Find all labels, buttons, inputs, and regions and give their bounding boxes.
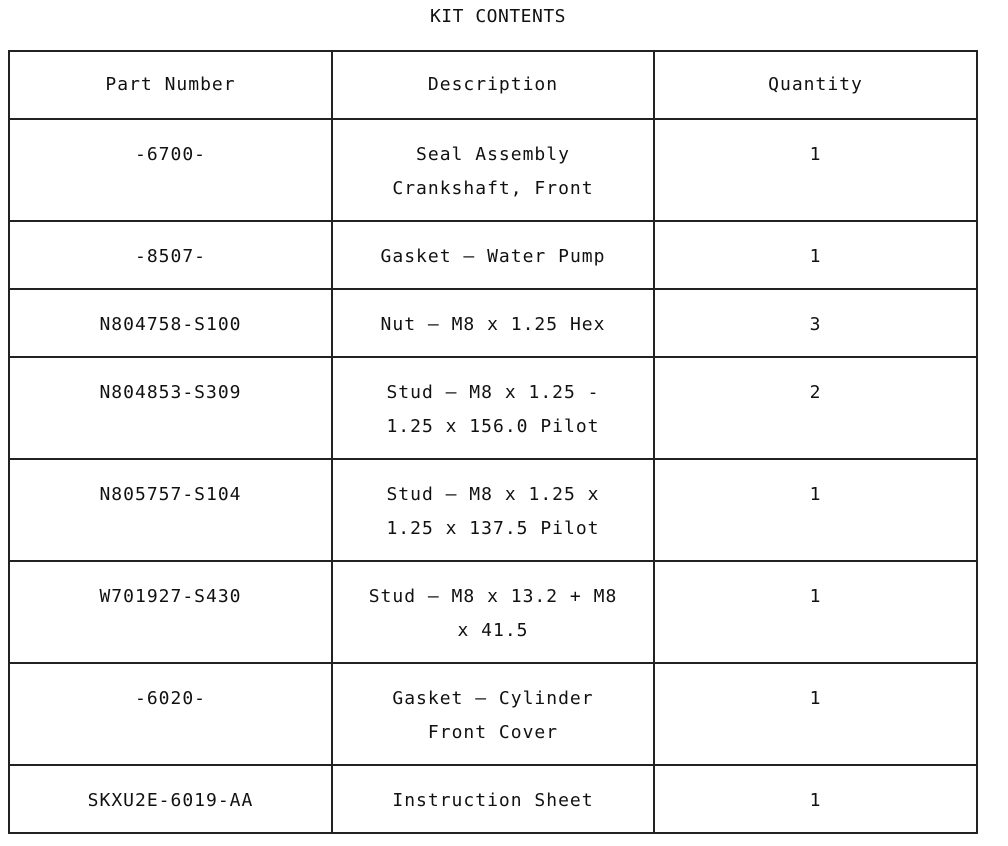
description-cell (332, 459, 654, 561)
description-line: Crankshaft, Front (392, 178, 594, 199)
quantity-cell: 1 (654, 459, 977, 561)
description-line: Front Cover (427, 722, 559, 743)
description-cell (332, 357, 654, 459)
description-line: Gasket — Cylinder (392, 688, 594, 709)
description-line: 1.25 x 137.5 Pilot (386, 518, 600, 539)
description-line: Gasket — Water Pump (380, 246, 606, 267)
description-cell (332, 119, 654, 221)
table-row (9, 765, 977, 833)
table-row (9, 561, 977, 663)
description-line: x 41.5 (457, 620, 529, 641)
description-line: Stud — M8 x 1.25 - (386, 382, 600, 403)
header-part-number: Part Number (9, 51, 332, 119)
quantity-cell: 1 (654, 663, 977, 765)
part-number-cell: W701927-S430 (9, 561, 332, 663)
description-line: 1.25 x 156.0 Pilot (386, 416, 600, 437)
table-row (9, 221, 977, 289)
table-row (9, 119, 977, 221)
description-line: Stud — M8 x 13.2 + M8 (368, 586, 618, 607)
page-title: KIT CONTENTS (429, 6, 567, 27)
header-quantity: Quantity (654, 51, 977, 119)
quantity-cell: 3 (654, 289, 977, 357)
description-line: Seal Assembly (416, 144, 570, 165)
quantity-cell: 2 (654, 357, 977, 459)
quantity-cell: 1 (654, 561, 977, 663)
description-line: Instruction Sheet (392, 790, 594, 811)
part-number-cell: -6700- (9, 119, 332, 221)
description-cell (332, 561, 654, 663)
description-cell (332, 765, 654, 833)
description-line: Stud — M8 x 1.25 x (386, 484, 600, 505)
part-number-cell: -6020- (9, 663, 332, 765)
part-number-cell: N804758-S100 (9, 289, 332, 357)
kit-contents-table (8, 50, 978, 834)
description-line: Nut — M8 x 1.25 Hex (380, 314, 606, 335)
table-row (9, 357, 977, 459)
description-cell (332, 289, 654, 357)
table-header-row (9, 51, 977, 119)
quantity-cell: 1 (654, 765, 977, 833)
table-row (9, 289, 977, 357)
table-row (9, 459, 977, 561)
quantity-cell: 1 (654, 119, 977, 221)
quantity-cell: 1 (654, 221, 977, 289)
part-number-cell: -8507- (9, 221, 332, 289)
description-cell (332, 221, 654, 289)
table-row (9, 663, 977, 765)
header-description: Description (332, 51, 654, 119)
part-number-cell: SKXU2E-6019-AA (9, 765, 332, 833)
part-number-cell: N804853-S309 (9, 357, 332, 459)
description-cell (332, 663, 654, 765)
part-number-cell: N805757-S104 (9, 459, 332, 561)
